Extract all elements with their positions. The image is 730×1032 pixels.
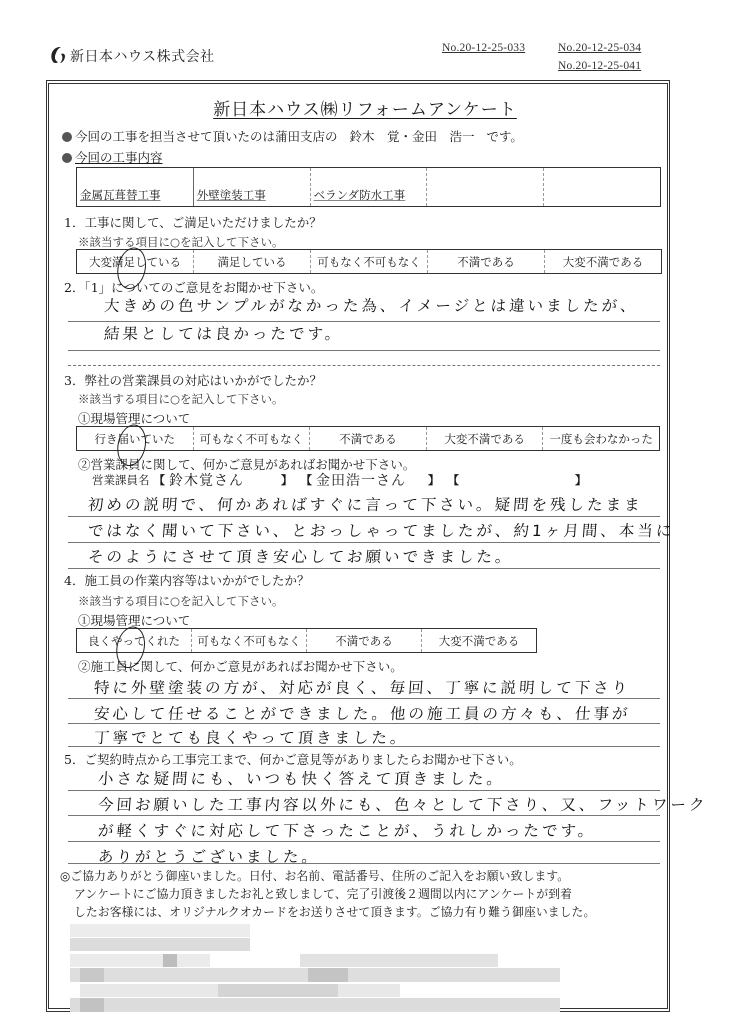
document-number: No.20-12-25-033 [442,42,526,54]
document-number: No.20-12-25-041 [558,60,642,72]
staff-names: 鈴木 覚・金田 浩一 [349,129,475,144]
ruled-line [68,698,660,699]
company-name: 新日本ハウス株式会社 [70,49,215,65]
document-number: No.20-12-25-034 [558,42,642,54]
q1-option[interactable]: 可もなく不可もなく [311,250,428,273]
q1-instruction: ※該当する項目に○を記入して下さい。 [78,235,284,249]
q3-option[interactable]: 一度も会わなかった [549,431,653,446]
q1-question: 1．工事に関して、ご満足いただけましたか？ [64,215,322,230]
ruled-line [68,815,660,816]
ruled-line [68,841,660,842]
work-item [544,168,660,206]
staff-name-field[interactable]: 鈴木覚さん [169,473,244,489]
q3-instruction: ※該当する項目に○を記入して下さい。 [78,392,284,406]
q4-option[interactable]: 可もなく不可もなく [192,629,307,652]
redacted-personal-info [68,922,608,1010]
ruled-line [68,542,660,543]
form-title: 新日本ハウス㈱リフォームアンケート [213,100,517,120]
q4-question: 4．施工員の作業内容等はいかがでしたか？ [64,573,310,588]
footer-line: アンケートにご協力頂きましたお礼と致しまして、完了引渡後２週間以内にアンケートが到着 [74,887,573,901]
q3-answer-line: ではなく聞いて下さい、とおっしゃってましたが、約1ヶ月間、本当に [87,522,675,540]
q5-question: 5．ご契約時点から工事完工まで、何かご意見等がありましたらお聞かせ下さい。 [64,752,522,767]
q4-option-selected[interactable]: 良くやってくれた [77,629,192,652]
q2-question: 2．「1」についてのご意見をお聞かせ下さい。 [64,280,324,295]
ruled-line [68,790,660,791]
q2-answer-line: 大きめの色サンプルがなかった為、イメージとは違いましたが、 [103,297,640,315]
ruled-line [68,568,660,569]
company-logo [48,46,215,66]
ruled-line [68,350,660,351]
q3-sub1-label: ①現場管理について [78,411,191,426]
q5-answer-line: 今回お願いした工事内容以外にも、色々として下さり、又、フットワーク [97,796,708,814]
q4-options [76,628,537,653]
q1-option[interactable]: 不満である [428,250,545,273]
q3-option[interactable]: 可もなく不可もなく [194,427,311,450]
work-content-label: 今回の工事内容 [62,148,163,166]
work-item: 金属瓦葺替工事 [77,168,194,206]
q3-options [76,426,660,451]
q4-answer-line: 丁寧でとても良くやって頂きました。 [93,729,410,747]
q4-option[interactable]: 大変不満である [438,633,520,648]
ruled-line [68,365,660,366]
q4-answer-line: 安心して任せることができました。他の施工員の方々も、仕事が [93,705,632,723]
intro-line: 今回の工事を担当させて頂いたのは蒲田支店の 鈴木 覚・金田 浩一 です。 [62,127,523,145]
q4-sub1-label: ①現場管理について [78,613,191,628]
q3-answer-line: そのようにさせて頂き安心してお願いできました。 [87,548,515,566]
work-item: ベランダ防水工事 [311,168,428,206]
q3-option[interactable]: 大変不満である [427,427,544,450]
q4-answer-line: 特に外壁塗装の方が、対応が良く、毎回、丁寧に説明して下さり [93,679,631,697]
q4-sub2-label: ②施工員に関して、何かご意見があればお聞かせ下さい。 [78,659,403,674]
q4-option[interactable]: 不満である [307,629,422,652]
work-item: 外壁塗装工事 [194,168,311,206]
q3-option-selected[interactable]: 行き届いていた [77,427,194,450]
q1-option[interactable]: 満足している [194,250,311,273]
bullet-icon [62,132,72,142]
branch-name: 蒲田支店の [275,129,338,144]
work-item [427,168,544,206]
q4-instruction: ※該当する項目に○を記入して下さい。 [78,594,284,608]
ruled-line [68,863,660,864]
q3-sub2-label: ②営業課員に関して、何かご意見があればお聞かせ下さい。 [78,457,416,472]
q5-answer-line: 小さな疑問にも、いつも快く答えて頂きました。 [97,770,506,788]
staff-name-field[interactable]: 金田浩一さん [316,473,406,489]
staff-name-row: 営業課員名 【 鈴木覚さん 】 【 金田浩一さん 】 【 】 [92,470,591,490]
q2-answer-line: 結果としては良かったです。 [103,325,344,343]
footer-line: ◎ご協力ありがとう御座いました。日付、お名前、電話番号、住所のご記入をお願い致します。 [60,869,570,883]
work-content-table [76,167,661,207]
q3-option[interactable]: 不満である [310,427,427,450]
bullet-icon [62,153,72,163]
q5-answer-line: が軽くすぐに対応して下さったことが、うれしかったです。 [97,822,597,840]
q1-options [76,249,662,274]
ruled-line [68,746,660,747]
q1-option-selected[interactable]: 大変満足している [77,250,194,273]
q3-question: 3．弊社の営業課員の対応はいかがでしたか？ [64,373,322,388]
ruled-line [68,516,660,517]
q1-option[interactable]: 大変不満である [562,254,644,269]
company-logo-icon [48,46,68,66]
q5-answer-line: ありがとうございました。 [97,848,321,866]
ruled-line [68,723,660,724]
footer-line: したお客様には、オリジナルクオカードをお送りさせて頂きます。ご協力有り難う御座いました。 [74,905,596,919]
q3-answer-line: 初めの説明で、何かあればすぐに言って下さい。疑問を残したまま [87,496,644,514]
